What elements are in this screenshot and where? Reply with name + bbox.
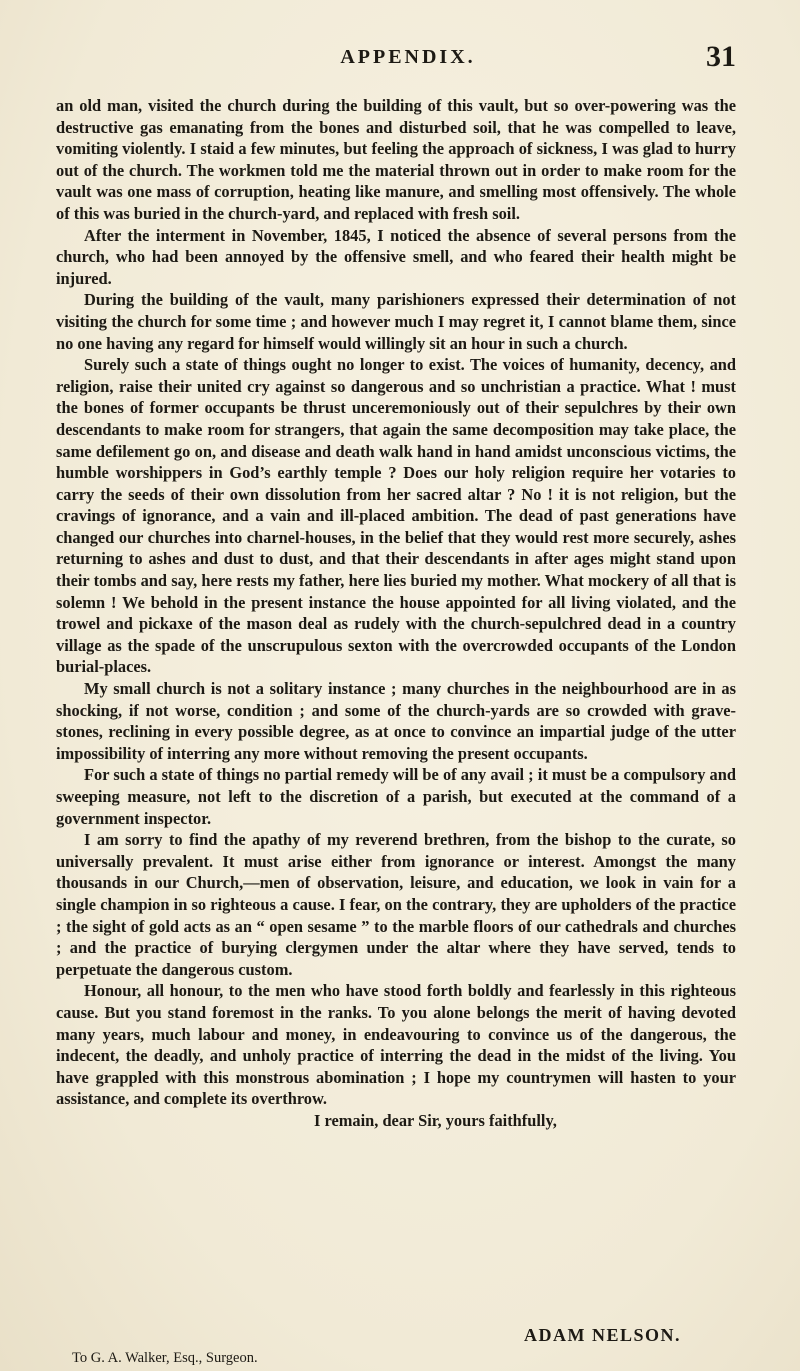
paragraph-8: Honour, all honour, to the men who have stood forth boldly and fearlessly in this righteous cause. But you stand foremost in the ranks. To you alone belongs the merit of having devoted many years, much labour and money, in endeavouring to convince us of the dangerous, the indecent, the deadly, and unholy practice of interring the dead in the midst of the living. You have grappled with this monstrous abomination ; I hope my countrymen will hasten to your assistance, and complete its overthrow. xyxy=(56,981,736,1109)
paragraph-6: For such a state of things no partial remedy will be of any avail ; it must be a compulsory and sweeping measure, not left to the discretion of a parish, but executed at the command of a government inspector. xyxy=(56,765,736,828)
letter-body xyxy=(56,95,736,1132)
paragraph-7: I am sorry to find the apathy of my reverend brethren, from the bishop to the curate, so universally prevalent. It must arise either from ignorance or interest. Amongst the many thousands in our Church,—men of observation, leisure, and education, we look in vain for a single champion in so righteous a cause. I fear, on the contrary, they are upholders of the practice ; the sight of gold acts as an “ open sesame ” to the marble floors of our cathedrals and churches ; and the practice of burying clergymen under the altar where they have served, tends to perpetuate the dangerous custom. xyxy=(56,830,736,979)
paragraph-1: an old man, visited the church during the building of this vault, but so over-powering was the destructive gas emanating from the bones and disturbed soil, that he was compelled to leave, vomiting violently. I staid a few minutes, but feeling the approach of sickness, I was glad to hurry out of the church. The workmen told me the material thrown out in order to make room for the vault was one mass of corruption, heating like manure, and smelling most offensively. The whole of this was buried in the church-yard, and replaced with fresh soil. xyxy=(56,96,736,223)
paragraph-5: My small church is not a solitary instance ; many churches in the neighbourhood are in as shocking, if not worse, condition ; and some of the church-yards are so crowded with grave-stones, reclining in every possible degree, as at once to convince an impartial judge of the utter impossibility of interring any more without removing the present occupants. xyxy=(56,679,736,763)
paragraph-2: After the interment in November, 1845, I noticed the absence of several persons from the church, who had been annoyed by the offensive smell, and who feared their health might be injured. xyxy=(56,225,736,288)
page-header xyxy=(80,40,736,74)
paragraph-4: Surely such a state of things ought no longer to exist. The voices of humanity, decency, and religion, raise their united cry against so dangerous and so unchristian a practice. What ! must the bones of former occupants be thrust unceremoniously out of their sepulchres by their own descendants to make room for strangers, that again the same decomposition may take place, the same defilement go on, and disease and death walk hand in hand amidst unconscious victims, the humble worshippers in God’s earthly temple ? Does our holy religion require her votaries to carry the seeds of their own dissolution from her sacred altar ? No ! it is not religion, but the cravings of ignorance, and a vain and ill-placed ambition. The dead of past generations have changed our churches into charnel-houses, in the belief that they would rest more securely, ashes returning to ashes and dust to dust, and that their descendants in after ages might stand upon their tombs and say, here rests my father, here lies buried my mother. What mockery of all that is solemn ! We behold in the present instance the house appointed for all living violated, and the trowel and pickaxe of the mason deal as rudely with the church-sepulchred dead in a country village as the spade of the unscrupulous sexton with the overcrowded occupants of the London burial-places. xyxy=(56,355,736,677)
running-head: APPENDIX. xyxy=(340,46,476,68)
signature: ADAM NELSON. xyxy=(524,1325,682,1345)
addressee-line: To G. A. Walker, Esq., Surgeon. xyxy=(72,1350,258,1366)
paragraph-3: During the building of the vault, many parishioners expressed their determination of not visiting the church for some time ; and however much I may regret it, I cannot blame them, since no one having any regard for himself would willingly sit an hour in such a church. xyxy=(56,290,736,353)
closing-line: I remain, dear Sir, yours faithfully, xyxy=(314,1110,557,1130)
page-number: 31 xyxy=(706,40,736,73)
